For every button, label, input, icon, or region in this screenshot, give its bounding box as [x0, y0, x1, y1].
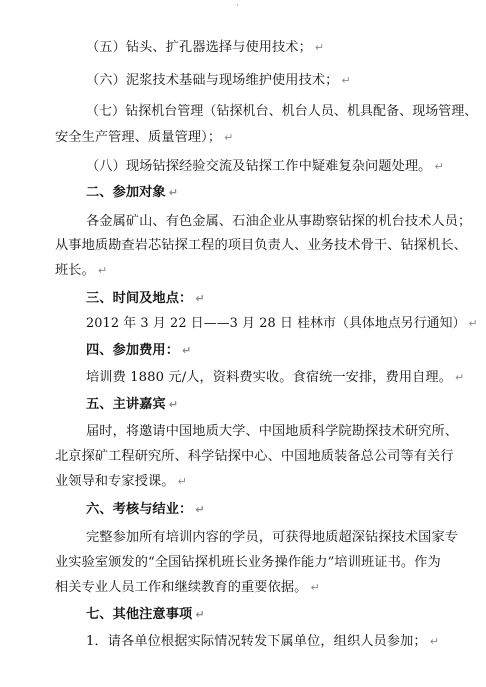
body-line: [86, 213, 471, 231]
line-item-6: [86, 72, 351, 90]
body-line: [86, 369, 464, 387]
line-text: 各金属矿山、有色金属、石油企业从事勘察钻探的机台技术人员；: [86, 214, 472, 229]
paragraph-mark-icon: ↵: [168, 398, 179, 411]
section-heading-6: [86, 501, 205, 519]
line-text: 业领导和专家授课。: [55, 474, 175, 489]
line-text: （七）钻探机台管理（钻探机台、机台人员、机具配备、现场管理、: [86, 104, 478, 119]
section-heading-5: [86, 396, 178, 414]
section-heading-2: [86, 184, 178, 202]
body-line: [55, 262, 107, 280]
line-text: 完整参加所有培训内容的学员，可获得地质超深钻探技术国家专: [86, 530, 459, 545]
line-item-7: [86, 103, 477, 121]
section-heading-4: [86, 342, 191, 360]
paragraph-mark-icon: ↵: [341, 74, 351, 87]
paragraph-mark-icon: ↵: [314, 41, 325, 54]
line-item-7-cont: [55, 129, 233, 147]
line-text: 从事地质勘查岩芯钻探工程的项目负责人、业务技术骨干、钻探机长、: [55, 238, 467, 253]
paragraph-mark-icon: ↵: [195, 608, 205, 621]
paragraph-mark-icon: ↵: [177, 475, 187, 488]
body-line: [55, 554, 441, 572]
paragraph-mark-icon: ↵: [195, 503, 205, 516]
paragraph-mark-icon: ↵: [195, 292, 205, 305]
line-text: 业实验室颁发的“全国钻探机班长业务操作能力”培训班证书。作为: [55, 555, 441, 570]
line-text: 相关专业人员工作和继续教育的重要依据。: [55, 580, 308, 595]
paragraph-mark-icon: ↵: [468, 317, 478, 330]
line-item-8: [86, 158, 444, 176]
paragraph-mark-icon: ↵: [429, 635, 440, 648]
body-line: [86, 315, 478, 333]
body-line: [86, 529, 458, 547]
line-text: 1．请各单位根据实际情况转发下属单位，组织人员参加；: [86, 634, 427, 649]
line-text: （六）泥浆技术基础与现场维护使用技术；: [86, 73, 339, 88]
line-text: （五）钻头、扩孔器选择与使用技术；: [86, 40, 312, 55]
heading-text: 五、主讲嘉宾: [86, 397, 166, 412]
heading-text: 七、其他注意事项: [86, 607, 193, 622]
paragraph-mark-icon: ↵: [168, 186, 179, 199]
line-text: 北京探矿工程研究所、科学钻探中心、中国地质装备总公司等有关行: [55, 449, 454, 464]
body-line: [86, 423, 458, 441]
body-line: [86, 633, 439, 651]
heading-text: 三、时间及地点：: [86, 291, 193, 306]
paragraph-mark-icon: ↵: [310, 581, 320, 594]
paragraph-mark-icon: ↵: [224, 131, 234, 144]
paragraph-mark-icon: ↵: [97, 264, 108, 277]
body-line: [55, 473, 187, 491]
paragraph-mark-icon: ↵: [455, 371, 465, 384]
line-text: 安全生产管理、质量管理）；: [55, 130, 222, 145]
heading-text: 四、参加费用：: [86, 343, 180, 358]
body-line: [55, 579, 320, 597]
line-text: 班长。: [55, 263, 95, 278]
heading-text: 六、考核与结业：: [86, 502, 193, 517]
header-cursor-mark: ˈ: [236, 4, 239, 14]
line-text: 培训费 1880 元/人，资料费实收。食宿统一安排，费用自理。: [86, 370, 452, 385]
line-text: 2012 年 3 月 22 日——3 月 28 日 桂林市（具体地点另行通知）: [86, 316, 466, 331]
line-text: （八）现场钻探经验交流及钻探工作中疑难复杂问题处理。: [86, 159, 432, 174]
line-text: 届时，将邀请中国地质大学、中国地质科学院勘探技术研究所、: [86, 424, 459, 439]
section-heading-7: [86, 606, 205, 624]
body-line: [55, 448, 454, 466]
paragraph-mark-icon: ↵: [434, 160, 444, 173]
line-item-5: [86, 39, 324, 57]
paragraph-mark-icon: ↵: [182, 344, 192, 357]
section-heading-3: [86, 290, 205, 308]
body-line: [55, 237, 467, 255]
heading-text: 二、参加对象: [86, 185, 166, 200]
